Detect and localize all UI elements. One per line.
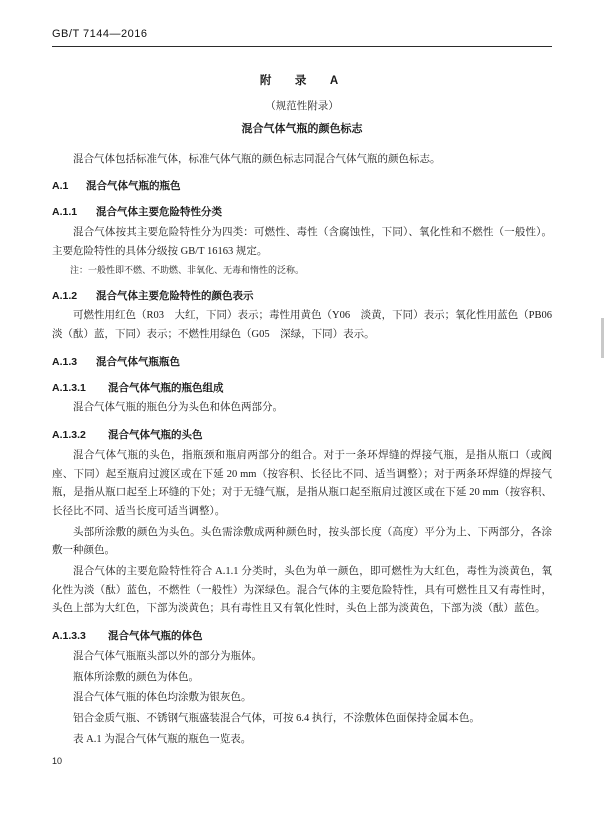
section-heading-a12 bbox=[52, 288, 552, 305]
paragraph: 混合气体气瓶的体色均涂敷为银灰色。 bbox=[73, 692, 252, 704]
section-number: A.1.1 bbox=[52, 206, 78, 219]
standard-code: GB/T 7144—2016 bbox=[52, 28, 148, 40]
paragraph: 混合气体气瓶的瓶色分为头色和体色两部分。 bbox=[73, 402, 283, 414]
section-number: A.1.3 bbox=[52, 355, 78, 368]
section-title: 混合气体主要危险特性的颜色表示 bbox=[96, 289, 254, 302]
page-content bbox=[52, 62, 552, 751]
section-title: 混合气体气瓶的头色 bbox=[108, 429, 203, 442]
section-number: A.1 bbox=[52, 180, 69, 193]
section-number: A.1.3.3 bbox=[52, 630, 86, 643]
section-title: 混合气体气瓶的瓶色组成 bbox=[108, 381, 224, 394]
paragraph: 混合气体气瓶的头色，指瓶颈和瓶肩两部分的组合。对于一条环焊缝的焊接气瓶，是指从瓶口（或阀座、下同）起至瓶肩过渡区或在下延 20 mm（按容积、长径比不同、适当调整）；对于两条环焊缝的焊接气瓶，是指从瓶口起至上环缝的下处；对于无缝气瓶，是指从瓶口起至瓶肩过渡区或在下延 20 mm（按容积、长径比不同、适当长度可适当调整）。 bbox=[52, 449, 552, 517]
section-heading-a13 bbox=[52, 354, 552, 371]
section-heading-a133 bbox=[52, 628, 552, 645]
annex-subtitle: （规范性附录） bbox=[265, 100, 339, 112]
paragraph: 铝合金质气瓶、不锈钢气瓶盛装混合气体，可按 6.4 执行，不涂敷体色面保持金属本色。 bbox=[73, 712, 480, 724]
section-title: 混合气体气瓶瓶色 bbox=[96, 355, 180, 368]
paragraph: 可燃性用红色（R03 大红，下同）表示；毒性用黄色（Y06 淡黄，下同）表示；氧化性用蓝色（PB06 淡（酞）蓝，下同）表示；不燃性用绿色（G05 深绿，下同）表示。 bbox=[52, 310, 552, 341]
annex-title: 附 录 A bbox=[259, 75, 345, 87]
page-header bbox=[52, 28, 552, 40]
section-title: 混合气体气瓶的瓶色 bbox=[86, 180, 181, 193]
paragraph: 瓶体所涂敷的颜色为体色。 bbox=[73, 671, 199, 683]
paragraph: 混合气体气瓶瓶头部以外的部分为瓶体。 bbox=[73, 650, 262, 662]
paragraph: 表 A.1 为混合气体气瓶的瓶色一览表。 bbox=[73, 733, 252, 745]
section-title: 混合气体气瓶的体色 bbox=[108, 630, 203, 643]
header-divider bbox=[52, 46, 552, 47]
section-number: A.1.3.2 bbox=[52, 429, 86, 442]
section-heading-a131 bbox=[52, 380, 552, 397]
section-number: A.1.2 bbox=[52, 289, 78, 302]
paragraph: 头部所涂敷的颜色为头色。头色需涂敷成两种颜色时，按头部长度（高度）平分为上、下两部分，各涂敷一种颜色。 bbox=[52, 526, 552, 557]
annex-name: 混合气体气瓶的颜色标志 bbox=[241, 122, 363, 135]
note: 注：一般性即不燃、不助燃、非氧化、无毒和惰性的泛称。 bbox=[70, 265, 305, 276]
page-number: 10 bbox=[52, 756, 63, 766]
paragraph: 混合气体按其主要危险特性分为四类：可燃性、毒性（含腐蚀性，下同）、氧化性和不燃性（一般性）。主要危险特性的具体分级按 GB/T 16163 规定。 bbox=[52, 227, 552, 257]
section-number: A.1.3.1 bbox=[52, 381, 86, 394]
section-title: 混合气体主要危险特性分类 bbox=[96, 206, 222, 219]
intro-paragraph: 混合气体包括标准气体，标准气体气瓶的颜色标志同混合气体气瓶的颜色标志。 bbox=[73, 153, 441, 165]
section-heading-a1 bbox=[52, 178, 552, 195]
paragraph: 混合气体的主要危险特性符合 A.1.1 分类时，头色为单一颜色，即可燃性为大红色，毒性为淡黄色，氧化性为淡（酞）蓝色，不燃性（一般性）为深绿色。混合气体的主要危险特性，具有可燃性且又有毒性时，头色上部为大红色，下部为淡黄色；具有毒性且又有氧化性时，头色上部为淡黄色，下部为淡（酞）蓝色。 bbox=[52, 566, 552, 615]
section-heading-a132 bbox=[52, 427, 552, 444]
section-heading-a11 bbox=[52, 204, 552, 221]
